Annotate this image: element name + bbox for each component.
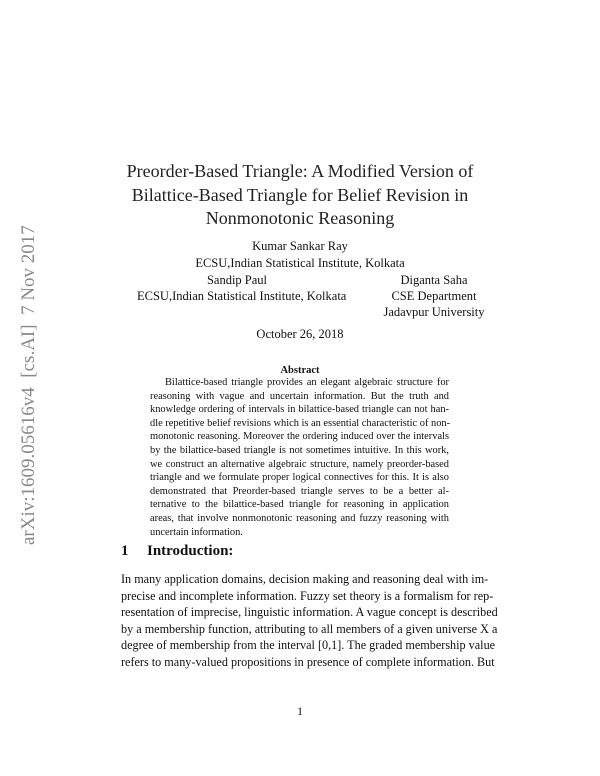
section-title: Introduction: — [147, 543, 234, 559]
title-line-2: Bilattice-Based Triangle for Belief Revision in — [131, 185, 469, 205]
arxiv-stamp: arXiv:1609.05616v4 [cs.AI] 7 Nov 2017 — [18, 225, 39, 545]
author-affiliation: ECSU,Indian Statistical Institute, Kolkata — [137, 289, 347, 303]
author-name: Diganta Saha — [400, 273, 468, 287]
author-name: Sandip Paul — [206, 273, 268, 287]
date: October 26, 2018 — [256, 327, 344, 341]
author-name: Kumar Sankar Ray — [252, 239, 348, 253]
text-line: In many application domains, decision making and reasoning deal with im- — [121, 572, 489, 586]
author-affiliation: ECSU,Indian Statistical Institute, Kolkata — [195, 256, 405, 270]
text-line: triangle and we formulate proper logical connectives for this. It is also — [150, 472, 449, 484]
page-number: 1 — [297, 704, 303, 718]
text-line: monotonic reasoning. Moreover the ordering induced over the intervals — [150, 431, 449, 443]
text-line: refers to many-valued propositions in presence of complete information. But — [121, 655, 495, 669]
text-line: reasoning with vague and uncertain information. But the truth and — [150, 390, 449, 402]
title-line-3: Nonmonotonic Reasoning — [205, 208, 395, 228]
text-line: precise and incomplete information. Fuzzy set theory is a formalism for rep- — [121, 588, 494, 603]
text-line: resentation of imprecise, linguistic information. A vague concept is described — [121, 605, 498, 620]
author-affiliation: Jadavpur University — [383, 305, 485, 319]
section-number: 1 — [121, 543, 129, 559]
text-line: we construct an alternative algebraic structure, namely preorder-based — [150, 458, 449, 470]
text-line: uncertain information. — [150, 526, 243, 538]
text-line: by the bilattice-based triangle is not sometimes intuitive. In this work, — [150, 445, 449, 456]
author-affiliation: CSE Department — [391, 289, 477, 303]
text-line: dle repetitive belief revisions which is an essential characteristic of non- — [150, 417, 451, 429]
text-line: knowledge ordering of intervals in bilattice-based triangle can not han- — [150, 404, 449, 416]
text-line: areas, that involve nonmonotonic reasoning and fuzzy reasoning with — [150, 513, 449, 524]
text-line: Bilattice-based triangle provides an elegant algebraic structure for — [165, 377, 449, 388]
abstract-heading: Abstract — [280, 365, 320, 376]
text-line: demonstrated that Preorder-based triangle serves to be a better al- — [150, 485, 449, 497]
title-line-1: Preorder-Based Triangle: A Modified Version of — [126, 161, 474, 181]
text-line: by a membership function, attributing to all members of a given universe X a — [121, 621, 498, 636]
text-line: degree of membership from the interval [0,1]. The graded membership value — [121, 638, 496, 653]
text-line: ternative to the bilattice-based triangle for reasoning in application — [150, 499, 449, 511]
